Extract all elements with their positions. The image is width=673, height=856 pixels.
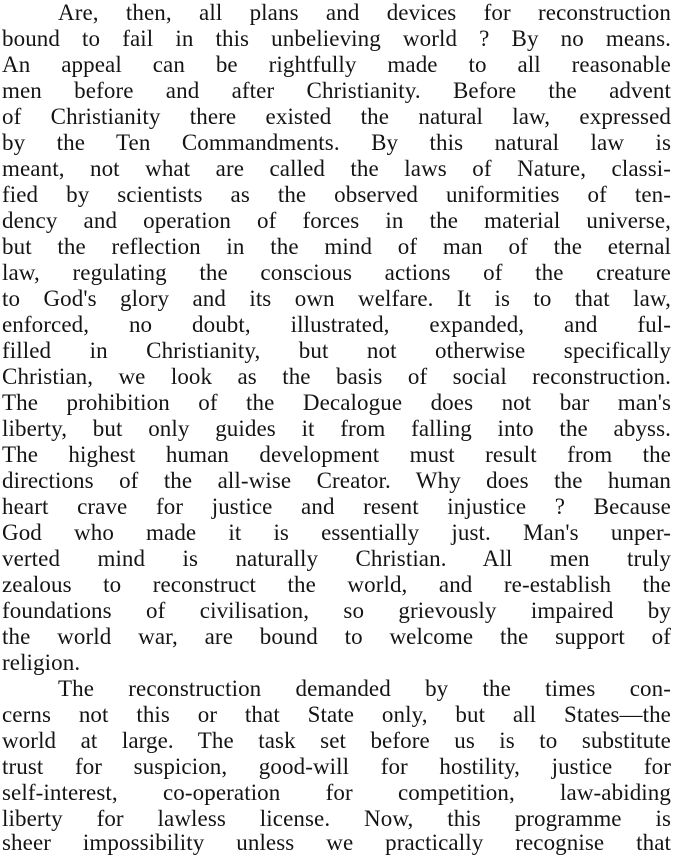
text-line: by the Ten Commandments. By this natural law is bbox=[2, 130, 671, 155]
text-line: God who made it is essentially just. Man's unper- bbox=[2, 520, 671, 545]
text-line: Are, then, all plans and devices for reconstruction bbox=[58, 0, 671, 25]
text-line: The prohibition of the Decalogue does not bar man's bbox=[2, 390, 671, 415]
text-line: meant, not what are called the laws of Nature, classi- bbox=[2, 156, 671, 181]
text-line: An appeal can be rightfully made to all reasonable bbox=[2, 52, 671, 77]
text-line: verted mind is naturally Christian. All men truly bbox=[2, 546, 671, 571]
text-line: sheer impossibility unless we practically recognise that bbox=[2, 830, 671, 855]
text-line: zealous to reconstruct the world, and re-establish the bbox=[2, 572, 671, 597]
text-line: fied by scientists as the observed uniformities of ten- bbox=[2, 182, 671, 207]
text-line: trust for suspicion, good-will for hostility, justice for bbox=[2, 754, 671, 779]
text-line: foundations of civilisation, so grievously impaired by bbox=[2, 598, 671, 623]
text-line: The reconstruction demanded by the times con- bbox=[58, 676, 671, 701]
text-line: to God's glory and its own welfare. It is to that law, bbox=[2, 286, 671, 311]
text-line: enforced, no doubt, illustrated, expanded, and ful- bbox=[2, 312, 671, 337]
text-line: bound to fail in this unbelieving world ? By no means. bbox=[2, 26, 671, 51]
text-line: world at large. The task set before us is to substitute bbox=[2, 728, 671, 753]
text-line: liberty, but only guides it from falling into the abyss. bbox=[2, 416, 671, 441]
text-line: the world war, are bound to welcome the support of bbox=[2, 624, 671, 649]
text-line: self-interest, co-operation for competition, law-abiding bbox=[2, 780, 671, 805]
text-line: dency and operation of forces in the material universe, bbox=[2, 208, 671, 233]
text-line: but the reflection in the mind of man of the eternal bbox=[2, 234, 671, 259]
text-line: cerns not this or that State only, but all States—the bbox=[2, 702, 671, 727]
text-line: The highest human development must result from the bbox=[2, 442, 671, 467]
text-line: law, regulating the conscious actions of the creature bbox=[2, 260, 671, 285]
text-line: of Christianity there existed the natural law, expressed bbox=[2, 104, 671, 129]
text-line: liberty for lawless license. Now, this programme is bbox=[2, 806, 671, 831]
text-line: filled in Christianity, but not otherwise specifically bbox=[2, 338, 671, 363]
text-line: directions of the all-wise Creator. Why does the human bbox=[2, 468, 671, 493]
text-line: men before and after Christianity. Before the advent bbox=[2, 78, 671, 103]
text-line: Christian, we look as the basis of social reconstruction. bbox=[2, 364, 671, 389]
text-line: religion. bbox=[2, 650, 81, 675]
text-line: heart crave for justice and resent injustice ? Because bbox=[2, 494, 671, 519]
